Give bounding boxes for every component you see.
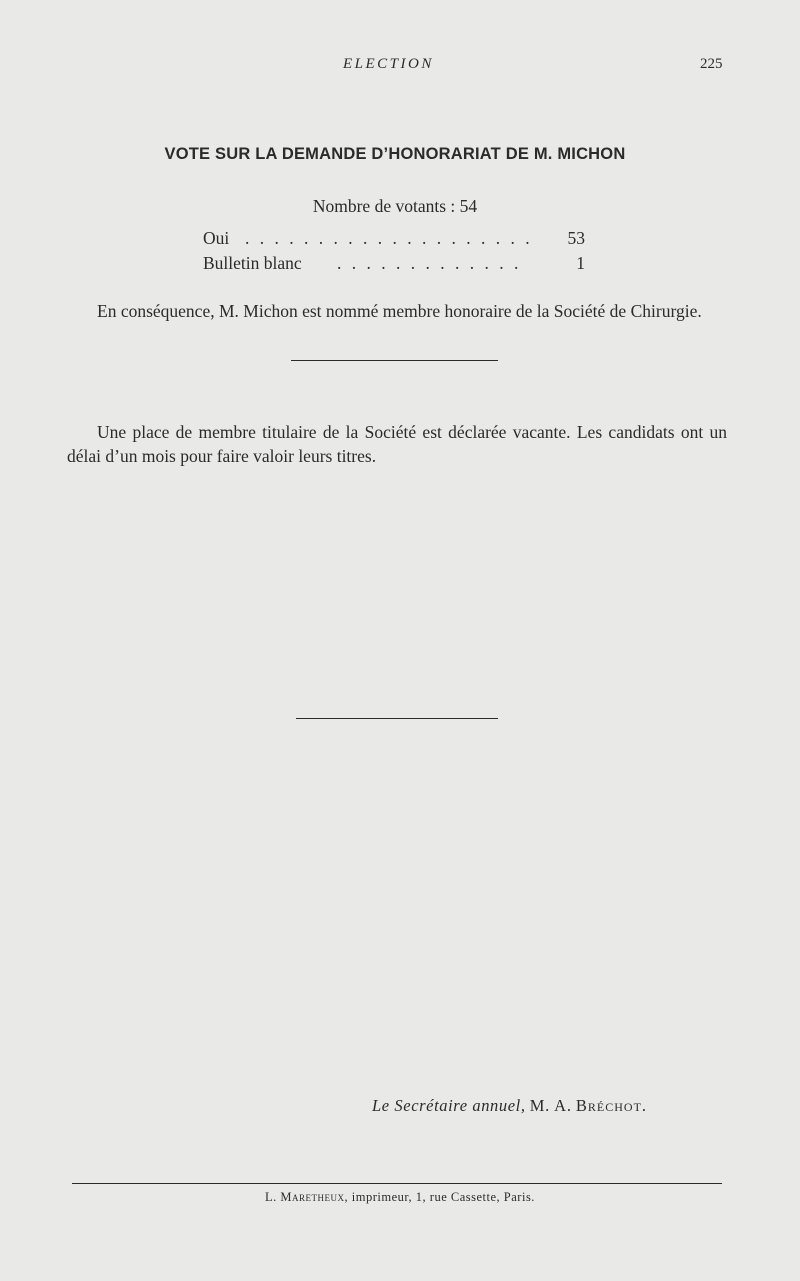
result-paragraph: En conséquence, M. Michon est nommé membre honoraire de la Société de Chirurgie. [97,301,702,321]
printer-imprint [0,1190,800,1205]
signature-initials: M. A. [529,1096,572,1115]
signature [372,1096,647,1116]
running-head [0,56,800,80]
votes-table [203,228,585,278]
vote-value: 53 [567,228,585,248]
page-number: 225 [700,56,723,72]
voters-count: Nombre de votants : 54 [312,196,478,216]
printer-name: L. Maretheux, [265,1190,349,1204]
vote-row-bulletin-blanc [203,253,585,278]
vote-label: Oui [203,228,230,248]
leader-dots: . . . . . . . . . . . . . [337,253,522,273]
printer-details: imprimeur, 1, rue Cassette, Paris. [351,1190,535,1204]
section-divider [291,360,498,361]
section-divider [296,718,498,719]
running-title: ELECTION [343,56,434,72]
vacancy-paragraph: Une place de membre titulaire de la Société est déclarée vacante. Les candidats ont un délai d’un mois pour faire valoir leurs titres. [67,422,727,466]
vote-label: Bulletin blanc [203,253,302,273]
signature-surname: Bréchot. [575,1096,648,1115]
vote-value: 1 [576,253,585,273]
leader-dots: . . . . . . . . . . . . . . . . . . . . [245,228,533,248]
section-title: VOTE SUR LA DEMANDE D’HONORARIAT DE M. MICHON [164,145,626,163]
vote-row-oui [203,228,585,253]
footer-rule [72,1183,722,1184]
signature-role: Le Secrétaire annuel, [372,1096,526,1115]
